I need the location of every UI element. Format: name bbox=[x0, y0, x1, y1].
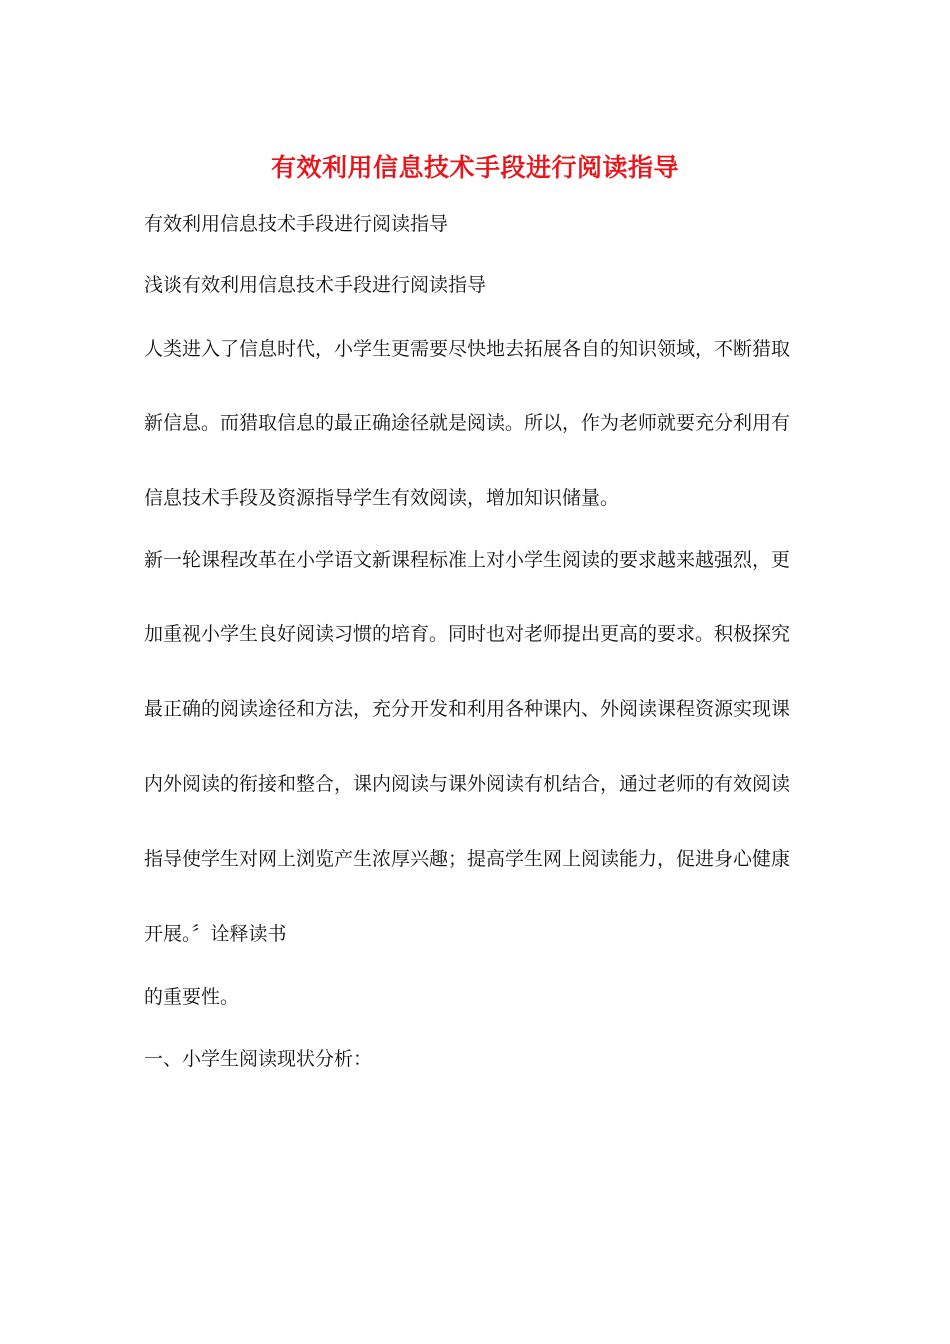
text-line: 的重要性。 bbox=[144, 986, 240, 1008]
document-title: 有效利用信息技术手段进行阅读指导 bbox=[270, 153, 679, 182]
section-heading: 一、小学生阅读现状分析： bbox=[144, 1048, 373, 1070]
text-line-subtitle-2: 浅谈有效利用信息技术手段进行阅读指导 bbox=[144, 274, 487, 296]
text-line: 指导使学生对网上浏览产生浓厚兴趣；提高学生网上阅读能力，促进身心健康 bbox=[144, 848, 791, 870]
text-line: 开展。〞诠释读书 bbox=[144, 923, 287, 945]
text-line: 新一轮课程改革在小学语文新课程标准上对小学生阅读的要求越来越强烈，更 bbox=[144, 549, 791, 571]
text-line: 内外阅读的衔接和整合，课内阅读与课外阅读有机结合，通过老师的有效阅读 bbox=[144, 773, 791, 795]
text-line: 最正确的阅读途径和方法，充分开发和利用各种课内、外阅读课程资源实现课 bbox=[144, 698, 791, 720]
text-line: 人类进入了信息时代，小学生更需要尽快地去拓展各自的知识领域，不断猎取 bbox=[144, 338, 791, 360]
text-line: 加重视小学生良好阅读习惯的培育。同时也对老师提出更高的要求。积极探究 bbox=[144, 623, 791, 645]
text-line: 新信息。而猎取信息的最正确途径就是阅读。所以，作为老师就要充分利用有 bbox=[144, 412, 791, 434]
text-line-subtitle: 有效利用信息技术手段进行阅读指导 bbox=[144, 213, 449, 235]
text-line: 信息技术手段及资源指导学生有效阅读，增加知识储量。 bbox=[144, 487, 620, 509]
